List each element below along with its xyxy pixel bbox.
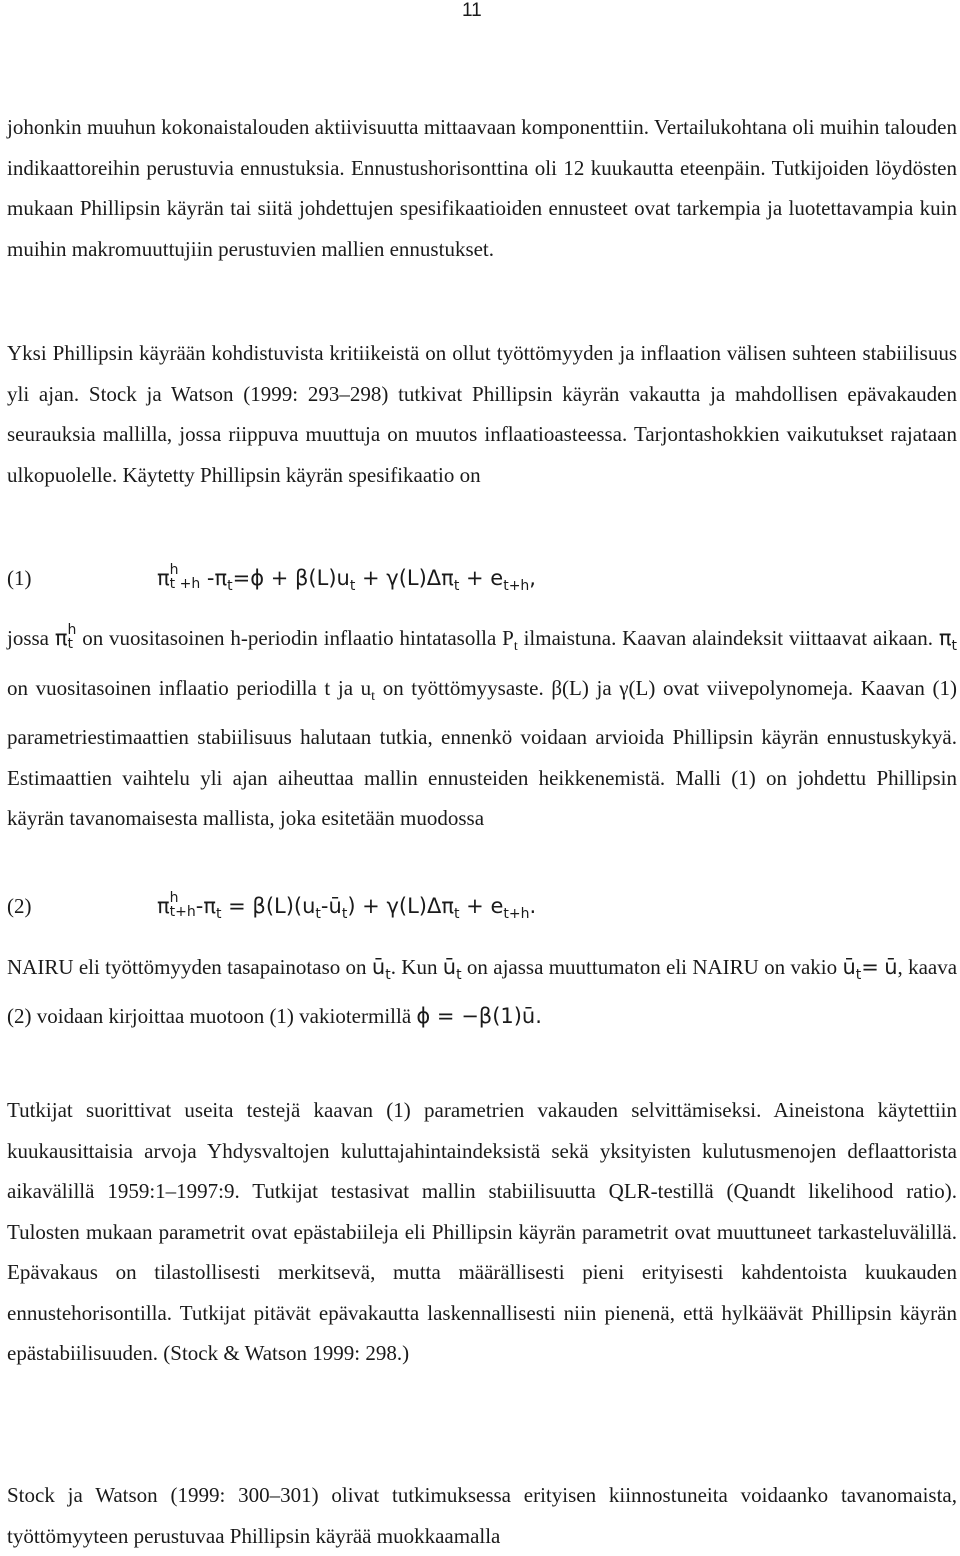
- pi-symbol: π h t: [54, 622, 77, 652]
- page-number: 11: [462, 0, 482, 21]
- equation-1: [7, 558, 957, 598]
- equation-number: (1): [7, 566, 32, 590]
- equation-number: (2): [7, 894, 32, 918]
- paragraph-4: NAIRU eli työttömyyden tasapainotaso on $ū_t$. Kun $ū_t$ on ajassa muuttumaton eli NAIRU on vakio $ū_t=$ ū, kaava (2) voidaan kirjoittaa muotoon (1) vakiotermillä ϕ = −β(1)ū.: [7, 955, 958, 1028]
- paragraph-1: johonkin muuhun kokonaistalouden aktiivisuutta mittaavaan komponenttiin. Vertailukohtana oli muihin talouden indikaattoreihin perustuvia ennustuksia. Ennustushorisonttina oli 12 kuukautta eteenpäin. Tutkijoiden löydösten mukaan Phillipsin käyrän tai siitä johdettujen spesifikaatioiden ennusteet ovat tarkempia ja luotettavampia kuin muihin makromuuttujiin perustuvien mallien ennustukset.: [7, 115, 957, 261]
- paragraph-5: Tutkijat suorittivat useita testejä kaavan (1) parametrien vakauden selvittämiseksi. Aineistona käytettiin kuukausittaisia arvoja Yhdysvaltojen kuluttajahintaindeksistä sekä yksityisten kulutusmenojen deflaattorista aikavälillä 1959:1‒1997:9. Tutkijat testasivat mallin stabiilisuutta QLR-testillä (Quandt likelihood ratio). Tulosten mukaan parametrit ovat epästabiileja eli Phillipsin käyrän parametrit ovat muuttuneet tarkasteluvälillä. Epävakaus on tilastollisesti merkitsevä, mutta määrällisesti pieni erityisesti kahdentoista kuukauden ennustehorisontilla. Tutkijat pitävät epävakautta laskennallisesti niin pienenä, että hylkäävät Phillipsin käyrän epästabiilisuuden. (Stock & Watson 1999: 298.): [7, 1098, 957, 1365]
- equation-body: π h t+h $-\pi_t$ = $\beta(L)(u_t-ū_t) + \gamma(L)\Delta\pi_t + e_{t+h}$.: [157, 890, 537, 923]
- paragraph-2: Yksi Phillipsin käyrään kohdistuvista kritiikeistä on ollut työttömyyden ja inflaation välisen suhteen stabiilisuus yli ajan. Stock ja Watson (1999: 293‒298) tutkivat Phillipsin käyrän vakautta ja mahdollisen epävakauden seurauksia mallilla, jossa riippuva muuttuja on muutos inflaatioasteessa. Tarjontashokkien vaikutukset rajataan ulkopuolelle. Käytetty Phillipsin käyrän spesifikaatio on: [7, 341, 957, 487]
- paragraph-6: Stock ja Watson (1999: 300‒301) olivat tutkimuksessa erityisen kiinnostuneita voidaanko tavanomaista, työttömyyteen perustuvaa Phillipsin käyrää muokkaamalla: [7, 1483, 957, 1548]
- equation-body: π h t +h $-\pi_t=\phi + \beta(L)u_t + \gamma(L)\Delta\pi_t + e_{t+h}$,: [157, 562, 536, 595]
- paragraph-3: jossa π h t on vuositasoinen h-periodin inflaatio hintatasolla $P_t$ ilmaistuna. Kaavan alaindeksit viittaavat aikaan. $\pi_t$ on vuositasoinen inflaatio periodilla t ja $u_t$ on työttömyysaste. β(L) ja γ(L) ovat viivepolynomeja. Kaavan (1) parametriestimaattien stabiilisuus halutaan tutkia, ennenkö voidaan arvioida Phillipsin käyrän ennustuskykyä. Estimaattien vaihtelu yli ajan aiheuttaa mallin ennusteiden heikkenemistä. Malli (1) on johdettu Phillipsin käyrän tavanomaisesta mallista, joka esitetään muodossa: [7, 622, 957, 831]
- equation-2: [7, 886, 957, 926]
